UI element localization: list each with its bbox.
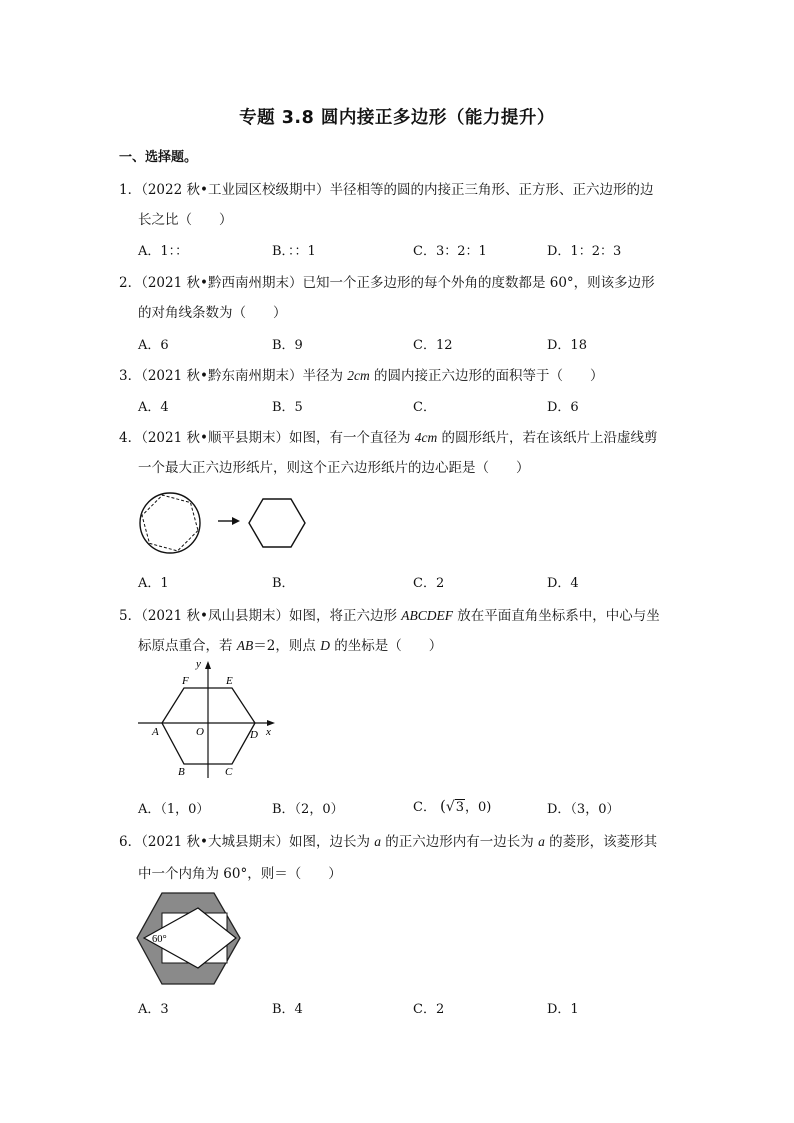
option-c[interactable]: C．12 [413, 338, 453, 353]
option-a[interactable]: A．（1，0） [138, 802, 210, 817]
option-b[interactable]: B．：：1 [272, 244, 316, 259]
math-variable: ABCDEF [401, 608, 453, 623]
question-text: （2021 秋•大城县期末）如图，边长为 [141, 834, 375, 850]
question-number: 1． [119, 182, 142, 198]
y-axis-arrow-icon [205, 661, 211, 669]
option-a[interactable]: A．3 [138, 1002, 169, 1017]
question-text-continued: 长之比（ ） [138, 212, 233, 228]
page-title: 专题 3.8 圆内接正多边形（能力提升） [239, 108, 555, 128]
option-a[interactable]: A．1 [138, 576, 169, 591]
label-a: A [152, 726, 159, 738]
option-b[interactable]: B．9 [272, 338, 303, 353]
option-b[interactable]: B． [272, 576, 295, 591]
paper-circle [140, 493, 200, 553]
option-c-rest: ，0) [465, 800, 492, 815]
label-c: C [225, 766, 233, 778]
label-d: D [250, 729, 258, 741]
question-6 [119, 830, 657, 850]
question-text: （2022 秋•工业园区校级期中）半径相等的圆的内接正三角形、正方形、正六边形的边 [141, 182, 654, 198]
circle-to-hexagon-figure [130, 486, 320, 560]
arrow-icon [232, 517, 240, 525]
option-c[interactable] [413, 796, 491, 815]
option-d[interactable]: D．6 [547, 400, 579, 415]
option-d[interactable]: D．1：2：3 [547, 244, 622, 259]
label-f: F [182, 675, 189, 687]
option-c[interactable]: C． [413, 400, 436, 415]
question-number: 3． [119, 368, 142, 384]
question-number: 5． [119, 608, 142, 624]
question-text: ＝2，则点 [253, 638, 321, 654]
option-a[interactable]: A．4 [138, 400, 169, 415]
question-text: （2021 秋•黔东南州期末）半径为 [141, 368, 348, 384]
question-number: 4． [119, 430, 142, 446]
label-o: O [196, 726, 204, 738]
dashed-cut-line [136, 491, 205, 554]
question-text: 放在平面直角坐标系中，中心与坐 [453, 608, 660, 624]
option-d[interactable]: D．4 [547, 576, 579, 591]
option-b[interactable]: B．（2，0） [272, 802, 344, 817]
hexagon-rhombus-figure [134, 890, 246, 990]
cut-hexagon [249, 499, 305, 547]
question-number: 6． [119, 834, 142, 850]
open-paren: ( [439, 797, 446, 815]
question-text: 的圆内接正六边形的面积等于（ ） [369, 368, 604, 384]
question-text: 标原点重合，若 [138, 638, 237, 654]
question-text: （2021 秋•黔西南州期末）已知一个正多边形的每个外角的度数都是 60°，则该多边形 [141, 275, 655, 291]
option-d[interactable]: D．1 [547, 1002, 579, 1017]
math-variable: 4cm [414, 430, 438, 445]
option-a[interactable]: A．1：： [138, 244, 189, 259]
math-variable: a [374, 834, 381, 849]
question-text: 的坐标是（ ） [329, 638, 443, 654]
question-text-continued: 中一个内角为 60°，则＝（ ） [138, 866, 342, 882]
option-c[interactable]: C．3：2：1 [413, 244, 487, 259]
sqrt-icon: √ [445, 799, 455, 815]
question-text: 的圆形纸片，若在该纸片上沿虚线剪 [437, 430, 658, 446]
label-y: y [196, 658, 201, 670]
question-text: 的菱形，该菱形其 [544, 834, 658, 850]
question-text-continued: 的对角线条数为（ ） [138, 305, 287, 321]
section-heading: 一、选择题。 [119, 150, 198, 165]
option-c-label: C． [413, 800, 436, 815]
sqrt-radicand: 3 [455, 800, 465, 815]
label-b: B [178, 766, 185, 778]
question-text: （2021 秋•凤山县期末）如图，将正六边形 [141, 608, 402, 624]
option-b[interactable]: B．5 [272, 400, 303, 415]
question-2 [119, 271, 655, 291]
option-d[interactable]: D．（3，0） [547, 802, 620, 817]
question-text-continued: 一个最大正六边形纸片，则这个正六边形纸片的边心距是（ ） [138, 460, 530, 476]
math-variable: 2cm [347, 368, 370, 383]
question-5 [119, 604, 660, 624]
label-x: x [266, 726, 271, 738]
question-text: 的正六边形内有一边长为 [381, 834, 539, 850]
question-text-continued [138, 634, 442, 654]
option-d[interactable]: D．18 [547, 338, 587, 353]
angle-label: 60° [152, 934, 167, 945]
option-c[interactable]: C．2 [413, 1002, 445, 1017]
question-1 [119, 178, 653, 198]
option-a[interactable]: A．6 [138, 338, 169, 353]
question-text: （2021 秋•顺平县期末）如图，有一个直径为 [141, 430, 415, 446]
option-c[interactable]: C．2 [413, 576, 445, 591]
option-b[interactable]: B．4 [272, 1002, 303, 1017]
hexagon-coordinate-figure [130, 652, 282, 782]
math-variable: a [538, 834, 545, 849]
question-4 [119, 426, 658, 446]
label-e: E [226, 675, 233, 687]
question-number: 2． [119, 275, 142, 291]
math-variable: D [320, 638, 330, 653]
math-variable: AB [236, 638, 254, 653]
question-3 [119, 364, 604, 384]
